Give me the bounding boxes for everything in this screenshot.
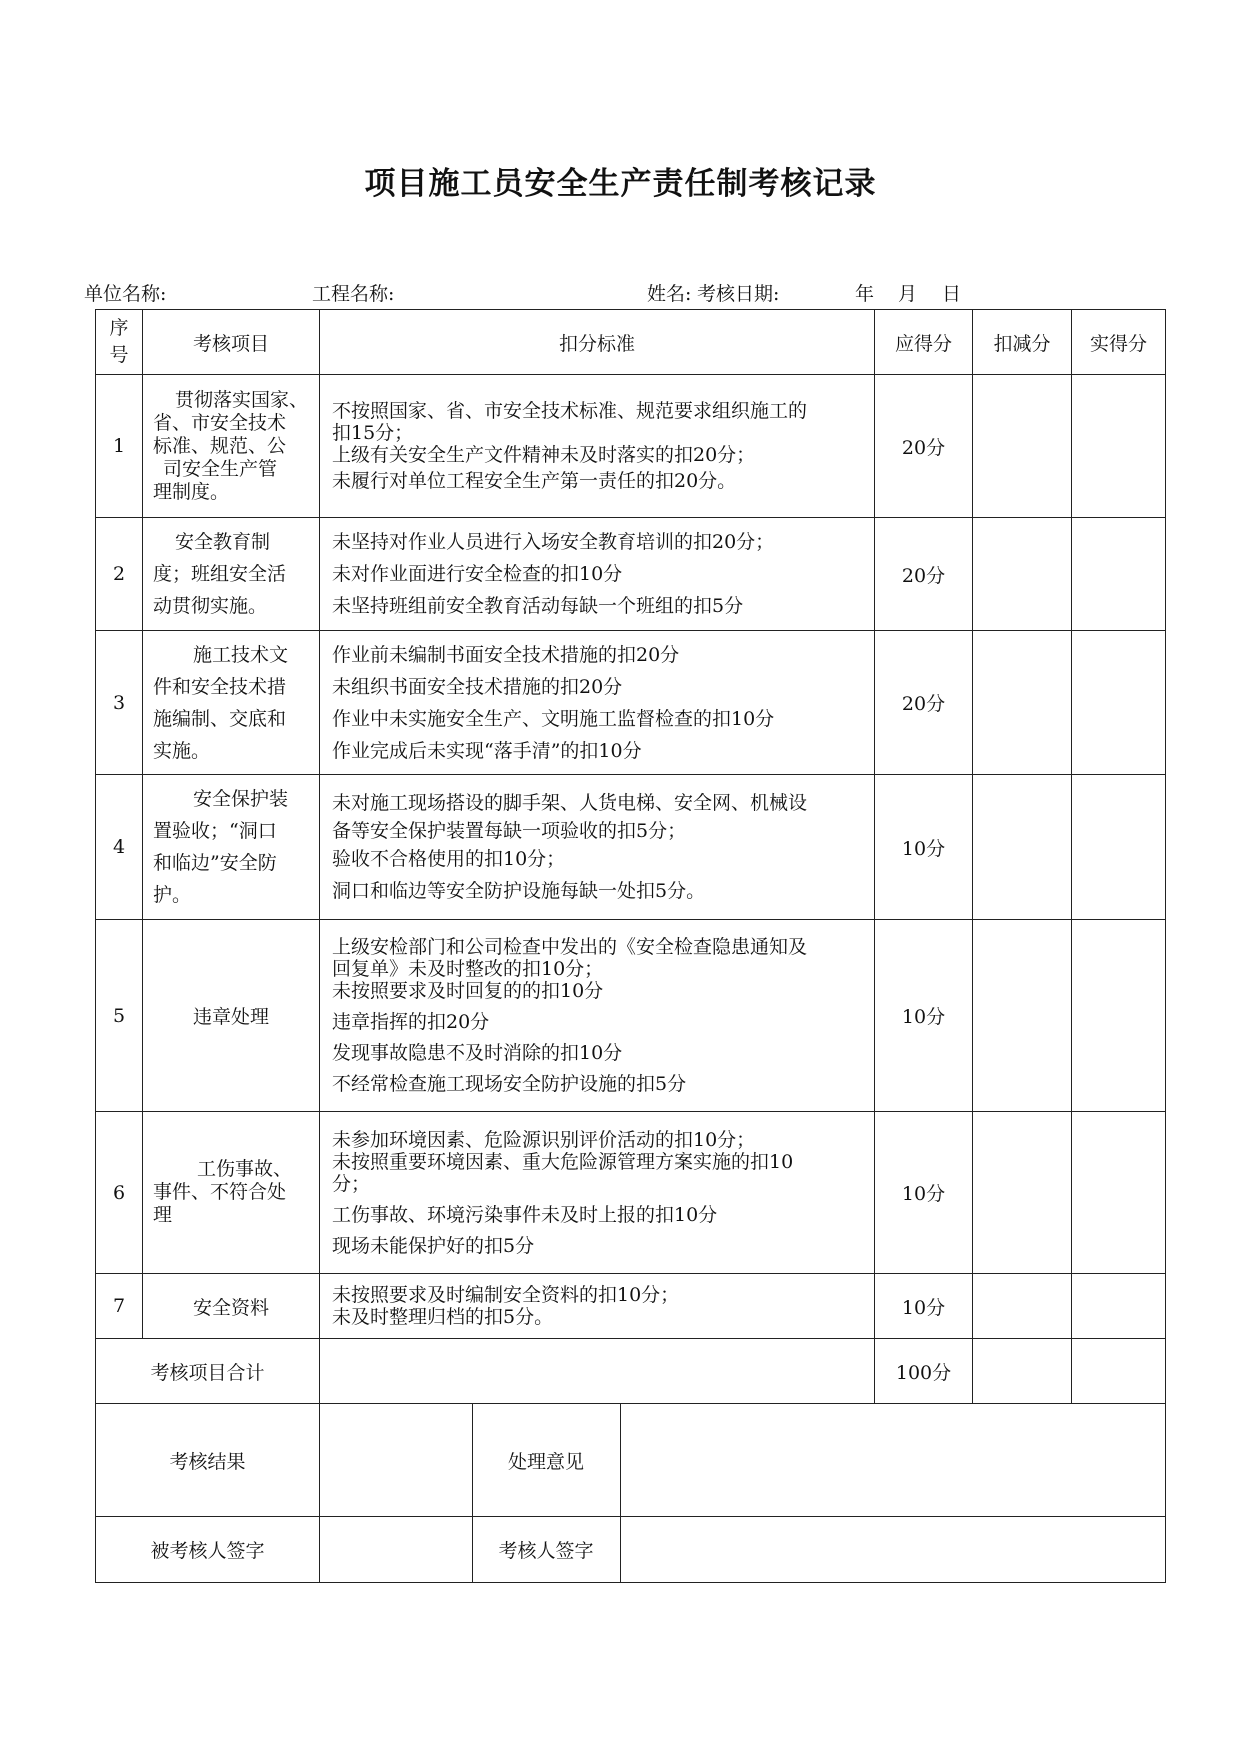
day-label: 日 <box>942 283 962 305</box>
header-seq: 序 号 <box>96 310 143 375</box>
row-deducted-score[interactable] <box>973 375 1072 518</box>
assessment-table <box>95 309 1166 1583</box>
row-deducted-score[interactable] <box>973 1274 1072 1339</box>
row-item: 安全资料 <box>143 1274 320 1339</box>
row-actual-score[interactable] <box>1072 518 1166 631</box>
row-item: 工伤事故、 事件、不符合处 理 <box>143 1112 320 1274</box>
total-label: 考核项目合计 <box>96 1339 320 1404</box>
row-due-score: 20分 <box>875 518 973 631</box>
row-item: 贯彻落实国家、 省、市安全技术 标准、规范、公 司安全生产管 理制度。 <box>143 375 320 518</box>
header-deducted-score: 扣减分 <box>973 310 1072 375</box>
row-actual-score[interactable] <box>1072 375 1166 518</box>
row-standard: 未对施工现场搭设的脚手架、人货电梯、安全网、机械设 备等安全保护装置每缺一项验收的扣5分； 验收不合格使用的扣10分； 洞口和临边等安全防护设施每缺一处扣5分。 <box>320 775 875 920</box>
row-due-score: 10分 <box>875 920 973 1112</box>
row-deducted-score[interactable] <box>973 920 1072 1112</box>
total-due-score: 100分 <box>875 1339 973 1404</box>
examiner-sign-label: 考核人签字 <box>472 1517 620 1582</box>
table-row <box>96 1274 1166 1339</box>
row-due-score: 10分 <box>875 1274 973 1339</box>
table-row <box>96 375 1166 518</box>
table-row <box>96 1112 1166 1274</box>
row-actual-score[interactable] <box>1072 631 1166 775</box>
page-title: 项目施工员安全生产责任制考核记录 <box>364 166 877 202</box>
table-row <box>96 631 1166 775</box>
row-seq: 5 <box>96 920 143 1112</box>
project-name-label: 工程名称: <box>312 283 395 305</box>
row-due-score: 10分 <box>875 1112 973 1274</box>
month-label: 月 <box>898 283 918 305</box>
table-row <box>96 920 1166 1112</box>
row-seq: 6 <box>96 1112 143 1274</box>
result-value[interactable] <box>320 1404 472 1516</box>
total-deducted-score[interactable] <box>973 1339 1072 1404</box>
row-due-score: 20分 <box>875 631 973 775</box>
result-label: 考核结果 <box>96 1404 320 1517</box>
row-item: 违章处理 <box>143 920 320 1112</box>
header-standard: 扣分标准 <box>320 310 875 375</box>
result-row <box>96 1404 1166 1517</box>
total-standard-cell <box>320 1339 875 1404</box>
header-due-score: 应得分 <box>875 310 973 375</box>
row-due-score: 10分 <box>875 775 973 920</box>
row-standard: 未按照要求及时编制安全资料的扣10分； 未及时整理归档的扣5分。 <box>320 1274 875 1339</box>
row-standard: 未坚持对作业人员进行入场安全教育培训的扣20分； 未对作业面进行安全检查的扣10分 未坚持班组前安全教育活动每缺一个班组的扣5分 <box>320 518 875 631</box>
examinee-sign-label: 被考核人签字 <box>96 1517 320 1583</box>
row-item: 施工技术文 件和安全技术措 施编制、交底和 实施。 <box>143 631 320 775</box>
row-standard: 上级安检部门和公司检查中发出的《安全检查隐患通知及 回复单》未及时整改的扣10分； 未按照要求及时回复的的扣10分 违章指挥的扣20分 发现事故隐患不及时消除的扣10分 不经常检查施工现场安全防护设施的扣5分 <box>320 920 875 1112</box>
row-actual-score[interactable] <box>1072 1274 1166 1339</box>
opinion-value[interactable] <box>620 1404 1165 1516</box>
header-actual-score: 实得分 <box>1072 310 1166 375</box>
signature-cell <box>320 1517 1166 1583</box>
row-standard: 不按照国家、省、市安全技术标准、规范要求组织施工的 扣15分； 上级有关安全生产文件精神未及时落实的扣20分； 未履行对单位工程安全生产第一责任的扣20分。 <box>320 375 875 518</box>
unit-name-label: 单位名称: <box>84 283 167 305</box>
name-label: 姓名: <box>647 283 692 305</box>
row-seq: 2 <box>96 518 143 631</box>
row-item: 安全教育制 度；班组安全活 动贯彻实施。 <box>143 518 320 631</box>
row-deducted-score[interactable] <box>973 1112 1072 1274</box>
opinion-label: 处理意见 <box>472 1404 620 1516</box>
header-item: 考核项目 <box>143 310 320 375</box>
year-label: 年 <box>855 283 875 305</box>
row-due-score: 20分 <box>875 375 973 518</box>
table-row <box>96 775 1166 920</box>
row-deducted-score[interactable] <box>973 518 1072 631</box>
row-actual-score[interactable] <box>1072 1112 1166 1274</box>
total-actual-score[interactable] <box>1072 1339 1166 1404</box>
row-seq: 3 <box>96 631 143 775</box>
row-seq: 1 <box>96 375 143 518</box>
row-seq: 4 <box>96 775 143 920</box>
signature-row <box>96 1517 1166 1583</box>
table-row <box>96 518 1166 631</box>
row-item: 安全保护装 置验收；“洞口 和临边”安全防 护。 <box>143 775 320 920</box>
row-standard: 作业前未编制书面安全技术措施的扣20分 未组织书面安全技术措施的扣20分 作业中未实施安全生产、文明施工监督检查的扣10分 作业完成后未实现“落手清”的扣10分 <box>320 631 875 775</box>
row-deducted-score[interactable] <box>973 631 1072 775</box>
row-deducted-score[interactable] <box>973 775 1072 920</box>
result-opinion-cell <box>320 1404 1166 1517</box>
row-actual-score[interactable] <box>1072 920 1166 1112</box>
header-row <box>96 310 1166 375</box>
total-row <box>96 1339 1166 1404</box>
row-seq: 7 <box>96 1274 143 1339</box>
exam-date-label: 考核日期: <box>697 283 780 305</box>
row-actual-score[interactable] <box>1072 775 1166 920</box>
row-standard: 未参加环境因素、危险源识别评价活动的扣10分； 未按照重要环境因素、重大危险源管理方案实施的扣10 分； 工伤事故、环境污染事件未及时上报的扣10分 现场未能保护好的扣5分 <box>320 1112 875 1274</box>
examinee-signature[interactable] <box>320 1517 472 1582</box>
examiner-signature[interactable] <box>620 1517 1165 1582</box>
